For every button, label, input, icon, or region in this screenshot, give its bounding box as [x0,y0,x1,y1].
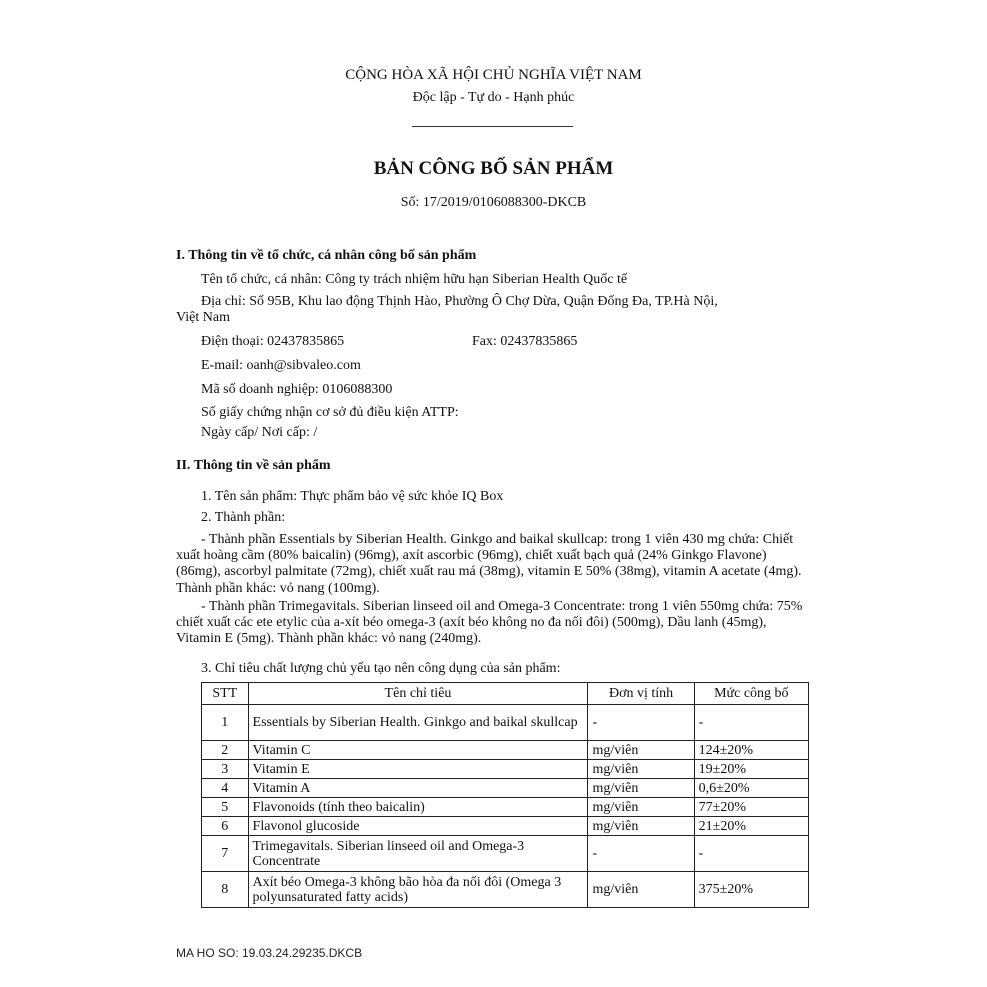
fax: Fax: 02437835865 [472,334,578,349]
cell-value: 21±20% [694,817,808,836]
cell-value: 124±20% [694,741,808,760]
table-row [202,836,809,872]
cell-stt: 2 [202,741,249,760]
address-line1: Địa chỉ: Số 95B, Khu lao động Thịnh Hào, Phường Ô Chợ Dừa, Quận Đống Đa, TP.Hà Nội, [201,294,718,309]
cell-name: Vitamin E [248,760,588,779]
document-number: Số: 17/2019/0106088300-DKCB [400,195,587,210]
criteria-table [201,682,809,908]
certificate: Số giấy chứng nhận cơ sở đủ điều kiện ATTP: [201,405,459,420]
cell-unit: mg/viên [588,798,694,817]
table-row [202,872,809,908]
cell-unit: mg/viên [588,760,694,779]
table-row [202,779,809,798]
ingredients-trimegavitals: - Thành phần Trimegavitals. Siberian linseed oil and Omega-3 Concentrate: trong 1 viên 550mg chứa: 75% chiết xuất các ete etylic của a-xít béo omega-3 (axít béo không no đa nối đôi) (500mg), Dầu lanh (45mg), Vitamin E (5mg). Thành phần khác: vỏ nang (240mg). [176,599,803,647]
cell-stt: 1 [202,705,249,741]
nation-header: CỘNG HÒA XÃ HỘI CHỦ NGHĨA VIỆT NAM [345,67,642,83]
cell-unit: mg/viên [588,872,694,908]
cell-name: Trimegavitals. Siberian linseed oil and Omega-3 Concentrate [248,836,588,872]
section2-heading: II. Thông tin về sản phẩm [176,458,331,473]
header-name: Tên chỉ tiêu [248,683,588,705]
ingredients-label: 2. Thành phần: [201,510,286,525]
org-name: Tên tổ chức, cá nhân: Công ty trách nhiệm hữu hạn Siberian Health Quốc tế [201,272,628,287]
section1-heading: I. Thông tin về tổ chức, cá nhân công bố sản phẩm [176,248,477,263]
tax-code: Mã số doanh nghiệp: 0106088300 [201,382,393,397]
cell-value: 375±20% [694,872,808,908]
table-row [202,741,809,760]
cell-unit: - [588,836,694,872]
cell-name: Vitamin A [248,779,588,798]
header-value: Mức công bố [694,683,808,705]
cell-name: Axít béo Omega-3 không bão hòa đa nối đôi (Omega 3 polyunsaturated fatty acids) [248,872,588,908]
cell-name: Flavonoids (tính theo baicalin) [248,798,588,817]
cell-unit: mg/viên [588,817,694,836]
table-header-row [202,683,809,705]
cell-stt: 5 [202,798,249,817]
table-row [202,760,809,779]
cell-unit: mg/viên [588,779,694,798]
table-row [202,798,809,817]
cell-value: 77±20% [694,798,808,817]
table-row [202,817,809,836]
cell-stt: 8 [202,872,249,908]
phone: Điện thoại: 02437835865 [201,334,345,349]
product-name: 1. Tên sản phẩm: Thực phẩm bảo vệ sức khỏe IQ Box [201,489,504,504]
ingredients-essentials: - Thành phần Essentials by Siberian Health. Ginkgo and baikal skullcap: trong 1 viên 430 mg chứa: Chiết xuất hoàng cầm (80% baicalin) (96mg), axít ascorbic (96mg), chiết xuất bạch quả (24% Ginkgo Flavone) (86mg), ascorbyl palmitate (72mg), chiết xuất rau má (38mg), vitamin E 50% (38mg), vitamin A acetate (4mg). Thành phần khác: vỏ nang (100mg). [176,532,802,596]
criteria-label: 3. Chỉ tiêu chất lượng chủ yếu tạo nên công dụng của sản phẩm: [201,661,561,676]
header-divider [412,126,573,127]
cell-name: Flavonol glucoside [248,817,588,836]
cell-name: Vitamin C [248,741,588,760]
email: E-mail: oanh@sibvaleo.com [201,358,361,373]
header-stt: STT [202,683,249,705]
cell-value: - [694,705,808,741]
cell-stt: 7 [202,836,249,872]
cell-unit: - [588,705,694,741]
cell-stt: 6 [202,817,249,836]
document-title: BẢN CÔNG BỐ SẢN PHẨM [373,158,614,179]
cell-value: 19±20% [694,760,808,779]
cell-value: 0,6±20% [694,779,808,798]
table-row [202,705,809,741]
motto: Độc lập - Tự do - Hạnh phúc [412,90,575,105]
issue-info: Ngày cấp/ Nơi cấp: / [201,425,318,440]
header-unit: Đơn vị tính [588,683,694,705]
cell-unit: mg/viên [588,741,694,760]
cell-stt: 3 [202,760,249,779]
cell-name: Essentials by Siberian Health. Ginkgo and baikal skullcap [248,705,588,741]
cell-value: - [694,836,808,872]
dossier-code: MA HO SO: 19.03.24.29235.DKCB [176,946,363,960]
address-line2: Việt Nam [176,310,230,325]
cell-stt: 4 [202,779,249,798]
